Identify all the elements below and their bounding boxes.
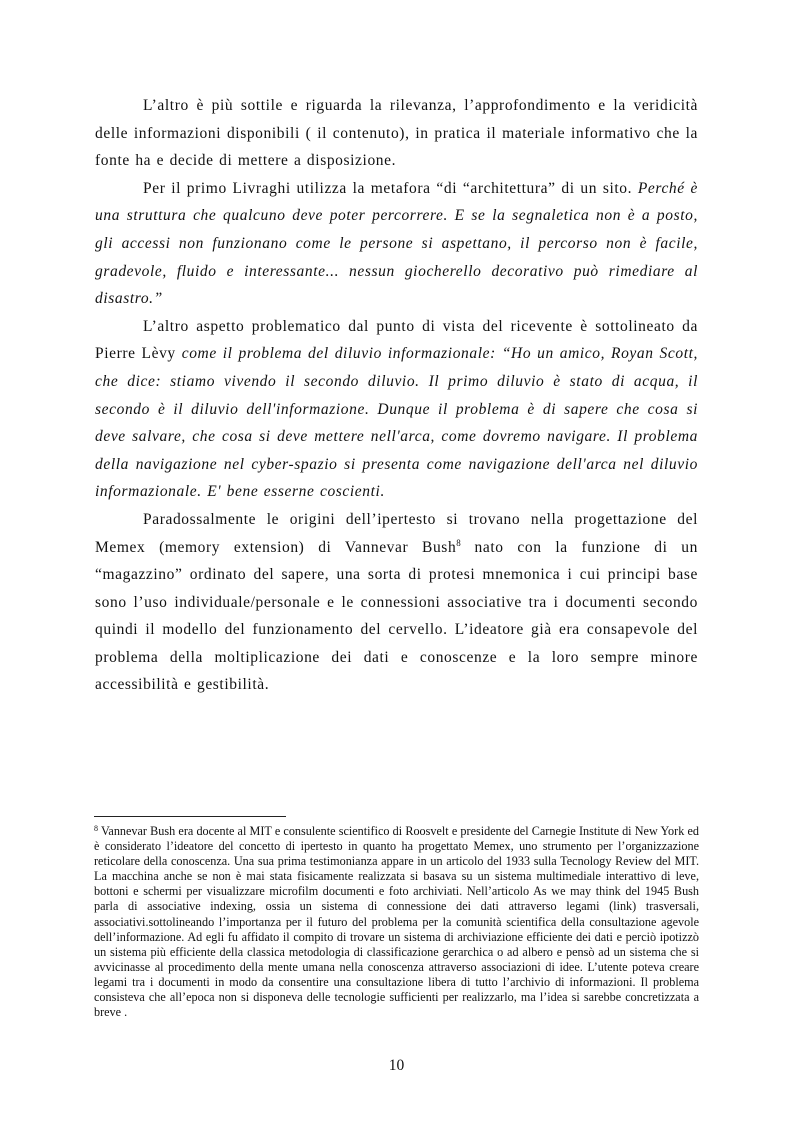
footnote-separator (94, 816, 286, 817)
footnote-marker: 8 (94, 824, 98, 833)
paragraph-2-lead: Per il primo Livraghi utilizza la metafora “di “architettura” di un sito. (143, 179, 638, 197)
paragraph-4-rest: nato con la funzione di un “magazzino” ordinato del sapere, una sorta di protesi mnemonica i cui principi base sono l’uso individuale/personale e le connessioni associative tra i documenti secondo quindi il modello del funzionamento del cervello. L’ideatore già era consapevole del problema della moltiplicazione dei dati e conoscenze e la loro sempre minore accessibilità e gestibilità. (95, 538, 698, 694)
paragraph-1-text: L’altro è più sottile e riguarda la rilevanza, l’approfondimento e la veridicità delle informazioni disponibili ( il contenuto), in pratica il materiale informativo che la fonte ha e decide di mettere a disposizione. (95, 97, 698, 170)
paragraph-3-lead: L’altro aspetto problematico dal punto di vista del ricevente è sottolineato da Pierre Lèvy (95, 317, 698, 363)
paragraph-3 (95, 313, 698, 506)
footnote (94, 824, 699, 1020)
paragraph-1 (95, 92, 698, 175)
paragraph-4 (95, 506, 698, 699)
paragraph-2-quote: Perché è una struttura che qualcuno deve poter percorrere. E se la segnaletica non è a posto, gli accessi non funzionano come le persone si aspettano, il percorso non è facile, gradevole, fluido e interessante... nessun giocherello decorativo può rimediare al disastro.” (95, 179, 698, 308)
page-number: 10 (388, 1057, 405, 1074)
footnote-8 (94, 824, 699, 1020)
footnote-reference: 8 (456, 537, 461, 548)
main-text (95, 92, 698, 699)
paragraph-4-lead: Paradossalmente le origini dell’ipertesto si trovano nella progettazione del Memex (memory extension) di Vannevar Bush (95, 510, 698, 556)
footnote-text: Vannevar Bush era docente al MIT e consulente scientifico di Roosvelt e presidente del Carnegie Institute di New York ed è considerato l’ideatore del concetto di ipertesto in quanto ha progettato Memex, uno strumento per l’organizzazione reticolare della conoscenza. Una sua prima testimonianza appare in un articolo del 1933 sulla Tecnology Review del MIT. La macchina anche se non è mai stata fisicamente realizzata si basava su un sistema multimediale interattivo di leve, bottoni e schermi per visualizzare microfilm documenti e foto archiviati. Nell’articolo As we may think del 1945 Bush parla di associative indexing, ossia un sistema di connessione dei dati attraverso legami (link) trasversali, associativi.sottolineando l’importanza per il futuro del problema per la comunità scientifica della consultazione agevole dell’informazione. Ad egli fu affidato il compito di trovare un sistema di archiviazione efficiente dei dati e perciò ipotizzò un sistema più efficiente della classica metodologia di classificazione gerarchica o ad albero e pensò ad un sistema che si avvicinasse al procedimento della mente umana nella conoscenza attraverso associazioni di idee. L’utente poteva creare legami tra i documenti in modo da consentire una consultazione libera di tutto l’archivio di informazioni. Il problema consisteva che all’epoca non si disponeva delle tecnologie sufficienti per realizzarlo, ma l’idea si sarebbe concretizzata a breve . (94, 824, 699, 1020)
paragraph-3-quote: come il problema del diluvio informazionale: “Ho un amico, Royan Scott, che dice: stiamo vivendo il secondo diluvio. Il primo diluvio è stato di acqua, il secondo è il diluvio dell'informazione. Dunque il problema è di sapere che cosa si deve salvare, che cosa si deve mettere nell'arca, come dovremo navigare. Il problema della navigazione nel cyber-spazio si presenta come navigazione dell'arca nel diluvio informazionale. E' bene esserne coscienti. (95, 345, 699, 501)
paragraph-2 (95, 175, 698, 313)
